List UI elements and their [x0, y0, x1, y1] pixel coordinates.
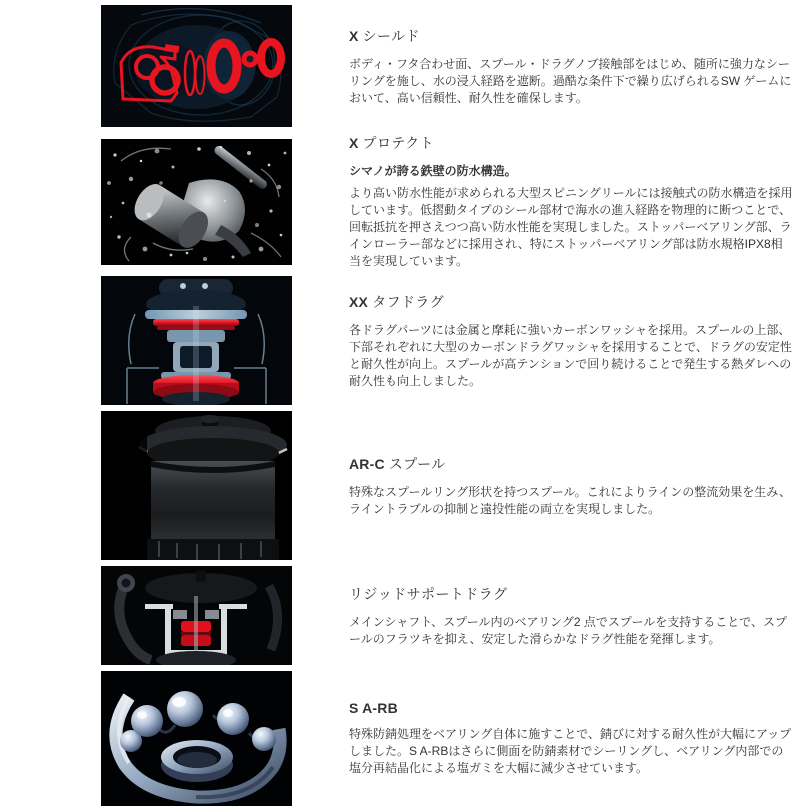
feature-row-x-protect	[101, 133, 800, 270]
feature-row-xx-tough-drag	[101, 276, 800, 405]
feature-title-latin: X	[349, 27, 359, 44]
x-shield-xray-image	[101, 5, 292, 127]
feature-row-x-shield	[101, 5, 800, 127]
feature-description: メインシャフト、スプール内のベアリング2 点でスプールを支持することで、スプールのフラツキを抑え、安定した滑らかなドラグ性能を発揮します。	[349, 614, 787, 646]
feature-text-s-a-rb	[349, 700, 793, 777]
feature-title	[349, 292, 793, 312]
feature-text-x-shield	[349, 26, 793, 107]
feature-title	[349, 584, 793, 604]
x-protect-illustration	[101, 139, 292, 265]
ar-c-spool-image	[101, 411, 292, 560]
feature-title	[349, 700, 793, 716]
feature-title-jp: プロテクト	[362, 135, 434, 151]
feature-title-jp: リジッドサポートドラグ	[349, 585, 508, 602]
rigid-support-drag-image	[101, 566, 292, 665]
feature-description: 特殊防錆処理をベアリング自体に施すことで、錆びに対する耐久性が大幅にアップしました。S A-RBはさらに側面を防錆素材でシーリングし、ベアリング内部での塩分再結晶化による塩ガミを大幅に減少させています。	[349, 727, 792, 775]
xx-tough-drag-illustration	[101, 276, 292, 405]
feature-row-s-a-rb	[101, 671, 800, 806]
s-a-rb-illustration	[101, 671, 292, 806]
xx-tough-drag-spool-image	[101, 276, 292, 405]
x-protect-splash-image	[101, 139, 292, 265]
feature-title-jp: スプール	[388, 455, 446, 472]
feature-text-rigid-support-drag	[349, 584, 793, 648]
feature-title-latin: XX	[349, 293, 369, 310]
feature-title-latin: S A-RB	[349, 700, 398, 716]
feature-title-jp: タフドラグ	[372, 293, 445, 310]
x-shield-illustration	[101, 5, 292, 127]
feature-title	[349, 454, 793, 474]
feature-title	[349, 133, 793, 153]
feature-description: 各ドラグパーツには金属と摩耗に強いカーボンワッシャを採用。スプールの上部、下部それぞれに大型のカーボンドラグワッシャを採用することで、ドラグの安定性と耐久性が向上。スプールが高テンションで回り続けることで発生する熱ダレへの耐久性も向上しました。	[349, 322, 792, 388]
feature-text-xx-tough-drag	[349, 292, 793, 390]
feature-row-ar-c-spool	[101, 411, 800, 560]
feature-description: より高い防水性能が求められる大型スピニングリールには接触式の防水構造を採用しています。低摺動タイプのシール部材で海水の進入経路を物理的に断つことで、回転抵抗を押さえつつ高い防水性能を実現しました。ストッパーベアリング部、ラインローラー部などに採用され、特にストッパーベアリング部は防水規格IPX8相当を実現しています。	[349, 186, 793, 268]
feature-text-ar-c-spool	[349, 454, 793, 518]
feature-title-jp: シールド	[362, 27, 420, 44]
feature-title-latin: AR-C	[349, 455, 385, 472]
ar-c-spool-illustration	[101, 411, 292, 560]
feature-description: ボディ・フタ合わせ面、スプール・ドラグノブ接触部をはじめ、随所に強力なシーリングを施し、水の浸入経路を遮断。過酷な条件下で繰り広げられるSW ゲームにおいて、高い信頼性、耐久性を確保します。	[349, 56, 792, 105]
s-a-rb-bearing-image	[101, 671, 292, 806]
feature-title-latin: X	[349, 135, 359, 151]
feature-row-rigid-support-drag	[101, 566, 800, 665]
feature-description: 特殊なスプールリング形状を持つスプール。これによりラインの整流効果を生み、ライントラブルの抑制と遠投性能の両立を実現しました。	[349, 484, 791, 516]
feature-text-x-protect	[349, 133, 793, 270]
rigid-support-drag-illustration	[101, 566, 292, 665]
feature-lead: シマノが誇る鉄壁の防水構造。	[349, 164, 517, 178]
feature-title	[349, 26, 793, 46]
